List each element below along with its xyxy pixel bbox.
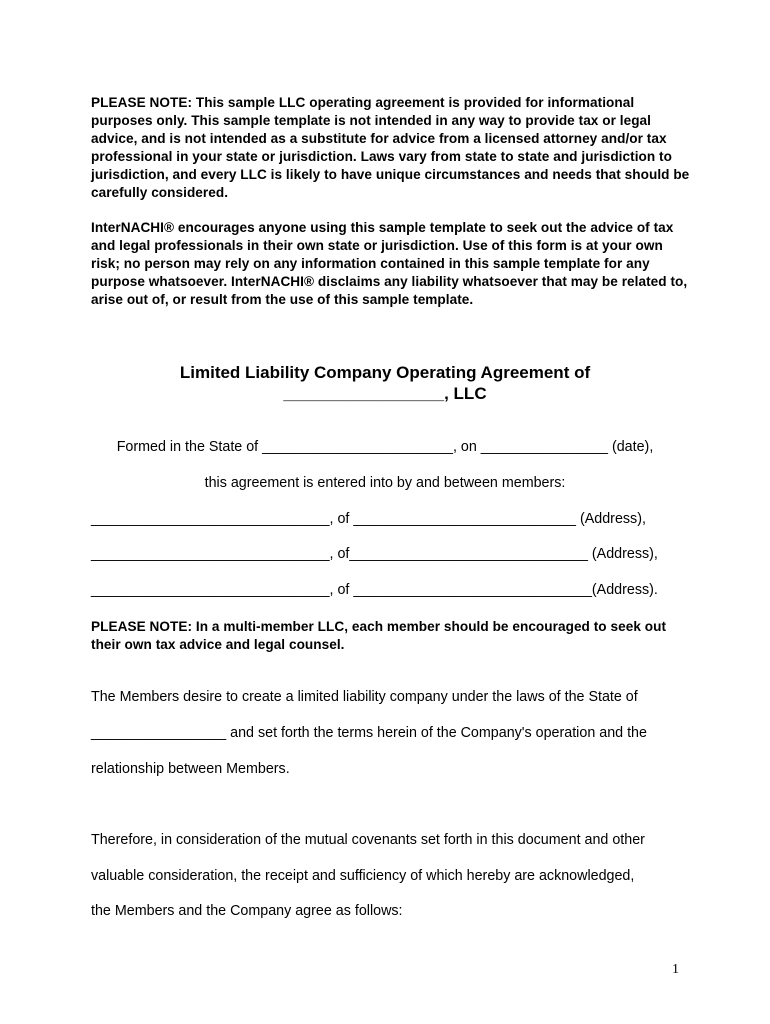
formation-line: Formed in the State of ________________________, on ________________ (date), bbox=[116, 439, 654, 455]
body-p2-line-1: Therefore, in consideration of the mutual covenants set forth in this document and other bbox=[91, 832, 645, 848]
body-p1-line-2: _________________ and set forth the terms herein of the Company's operation and the bbox=[91, 725, 647, 741]
member-row-1: ______________________________, of ____________________________ (Address), bbox=[91, 511, 646, 527]
document-title: Limited Liability Company Operating Agreement of bbox=[179, 363, 591, 382]
member-row-3: ______________________________, of ______________________________(Address). bbox=[91, 582, 658, 598]
body-p1-line-1: The Members desire to create a limited liability company under the laws of the State of bbox=[91, 689, 638, 705]
disclaimer-paragraph-2: InterNACHI® encourages anyone using this sample template to seek out the advice of tax and legal professionals in their own state or jurisdiction. Use of this form is at your own risk; no person may rely on any information contained in this sample template for any purpose whatsoever. InterNACHI® disclaims any liability whatsoever that may be related to, arise out of, or result from the use of this sample template. bbox=[91, 220, 688, 307]
page-number: 1 bbox=[672, 962, 679, 977]
member-note: PLEASE NOTE: In a multi-member LLC, each member should be encouraged to seek out their own tax advice and legal counsel. bbox=[91, 619, 667, 652]
document-title-llc-line: _________________, LLC bbox=[283, 384, 487, 403]
member-row-2: ______________________________, of______________________________ (Address), bbox=[91, 546, 658, 562]
body-p2-line-3: the Members and the Company agree as follows: bbox=[91, 903, 403, 919]
members-intro: this agreement is entered into by and between members: bbox=[204, 475, 566, 491]
disclaimer-paragraph-1: PLEASE NOTE: This sample LLC operating agreement is provided for informational purposes only. This sample template is not intended in any way to provide tax or legal advice, and is not intended as a substitute for advice from a licensed attorney and/or tax professional in your state or jurisdiction. Laws vary from state to state and jurisdiction to jurisdiction, and every LLC is likely to have unique circumstances and needs that should be carefully considered. bbox=[91, 95, 690, 200]
body-p2-line-2: valuable consideration, the receipt and sufficiency of which hereby are acknowledged, bbox=[91, 868, 635, 884]
body-p1-line-3: relationship between Members. bbox=[91, 761, 290, 777]
